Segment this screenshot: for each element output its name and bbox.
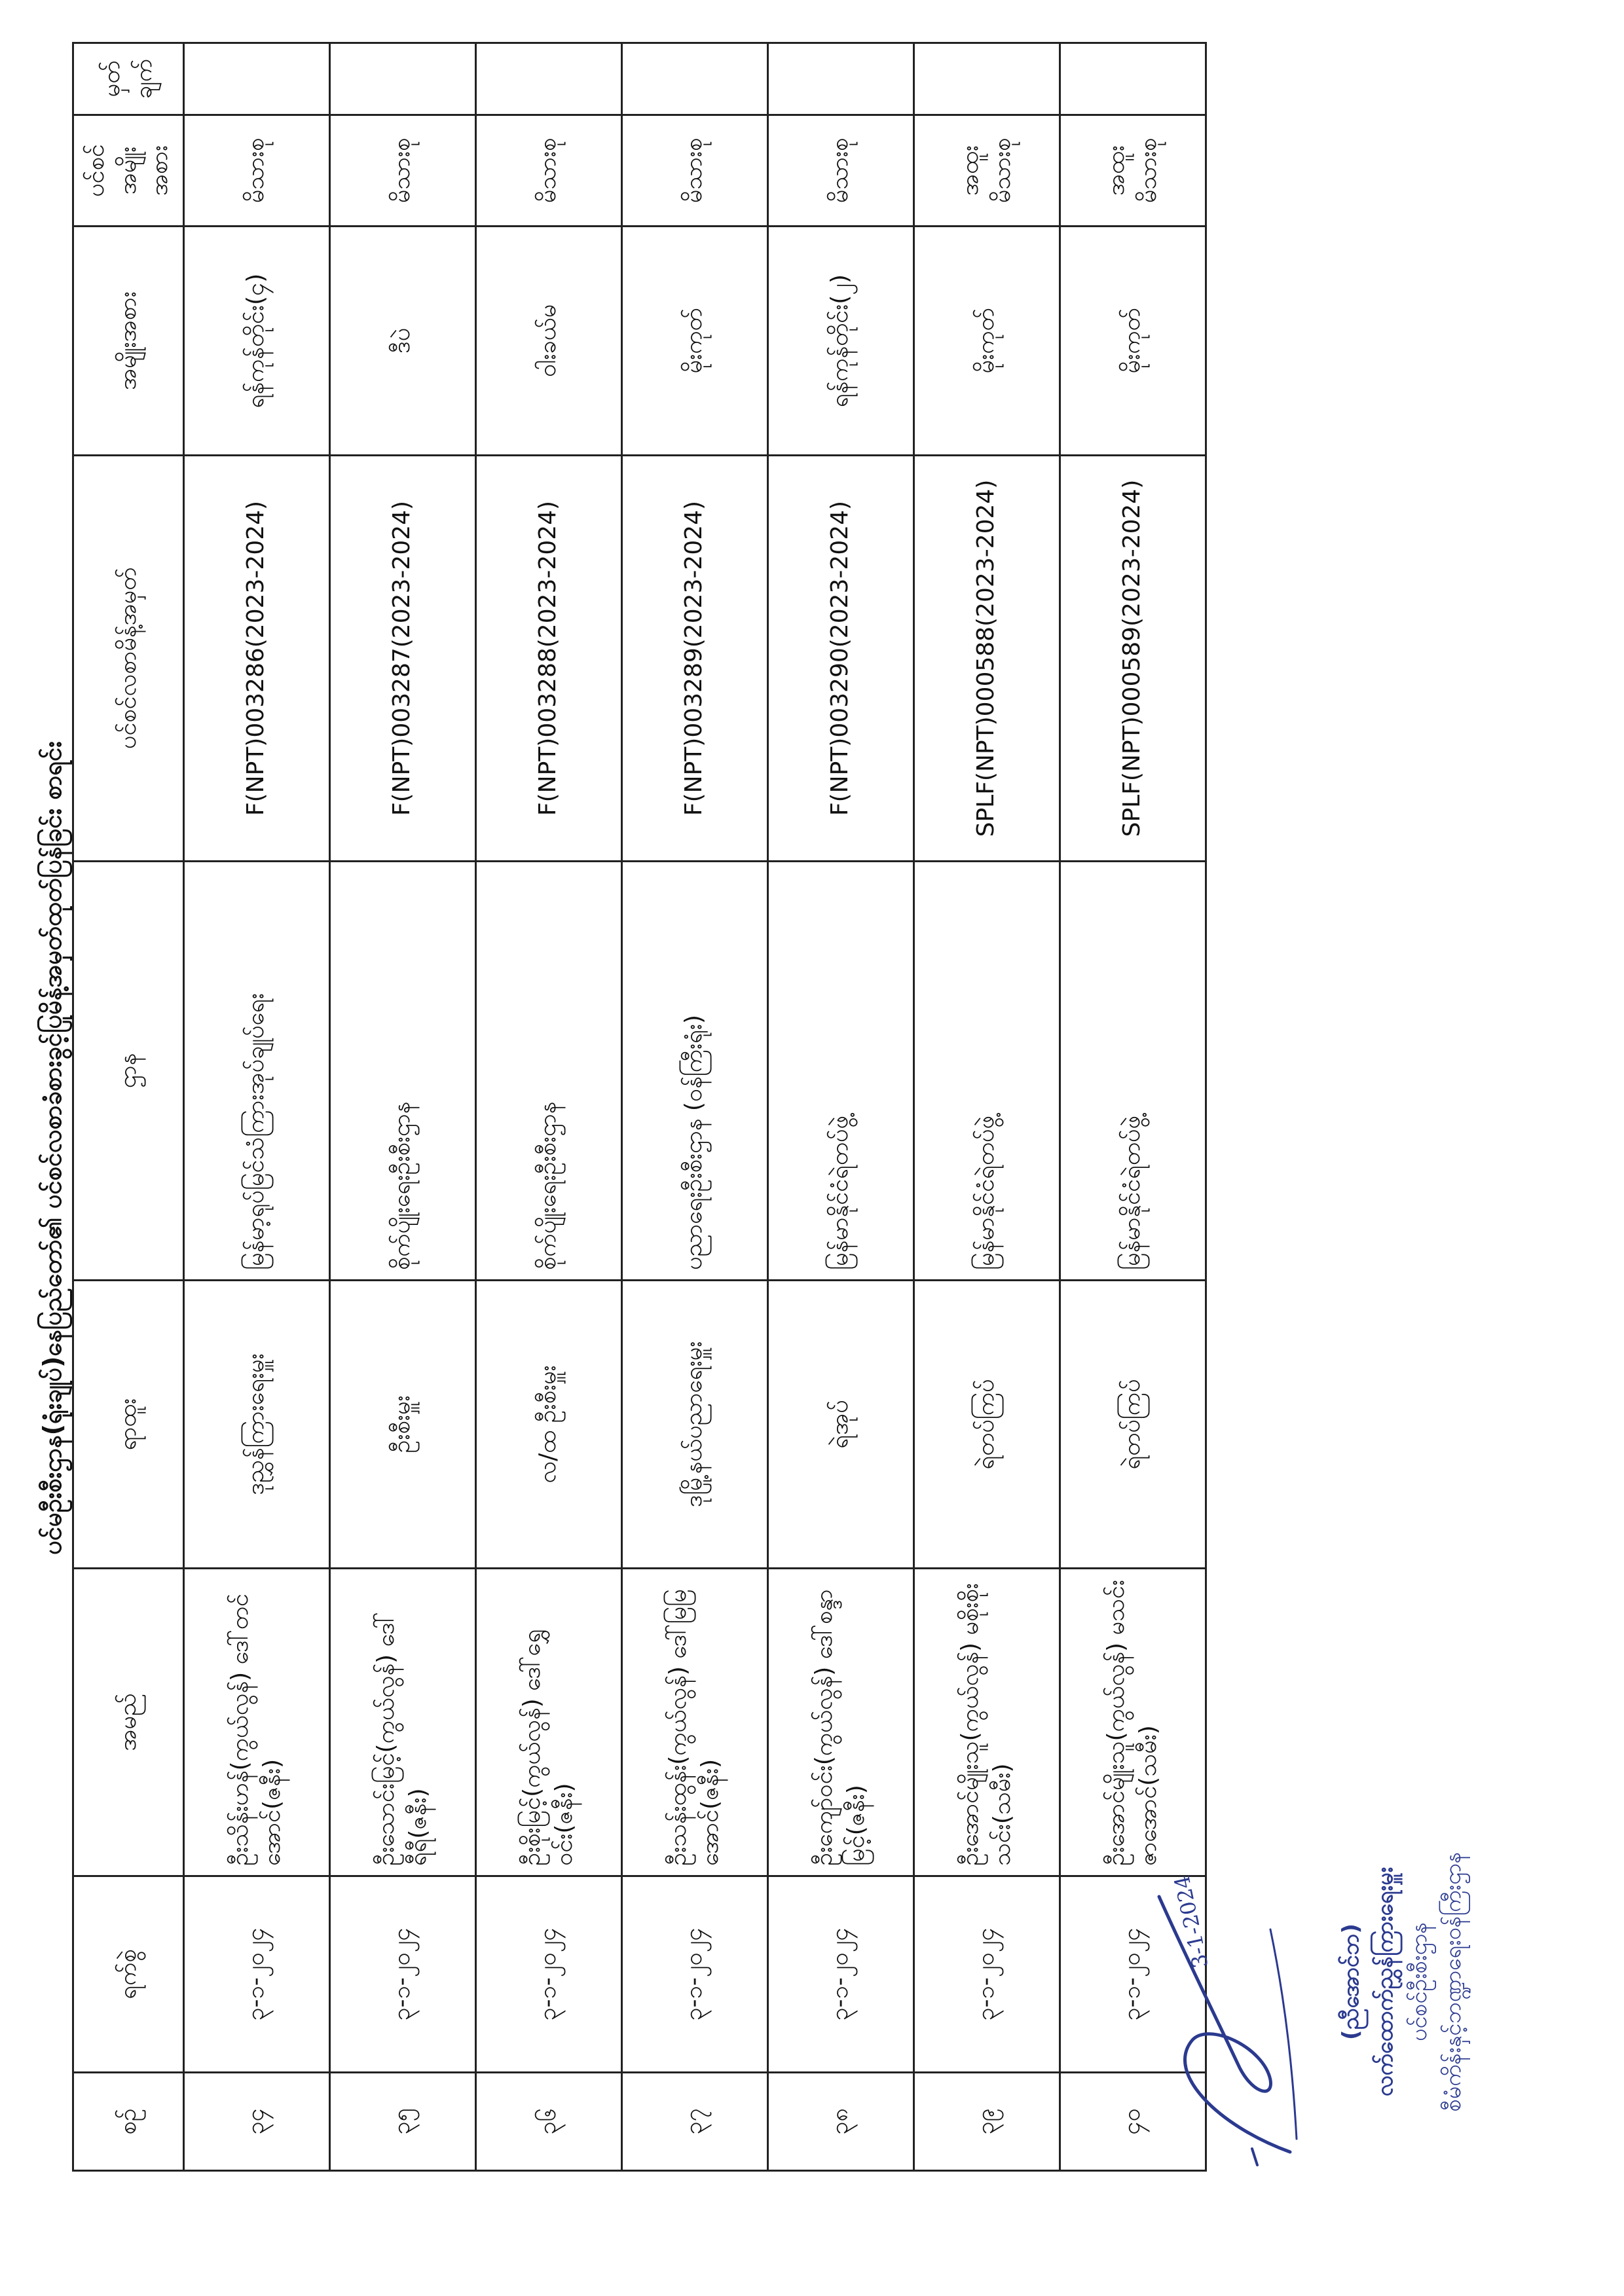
cell-remark: [1060, 43, 1206, 115]
table-row: [329, 43, 475, 2171]
cell-date: ၃-၁-၂၀၂၄: [621, 1876, 767, 2073]
stamp-line-department: ပင်စင်ဦးစီးဌာန: [1406, 1922, 1432, 2041]
header-name: အမည်: [73, 1569, 184, 1876]
cell-pension-no: SPLF(NPT)000588(2023-2024): [913, 456, 1060, 862]
pension-records-table: [72, 42, 1207, 2172]
header-remark: မှတ် ချက်: [73, 43, 184, 115]
cell-remark: [183, 43, 329, 115]
cell-type: မိုးကုတ်: [913, 227, 1060, 456]
cell-type: ဒီပဲ: [329, 227, 475, 456]
cell-name: ဦးသောင်းမြင့်(ကွယ်လွန်) ဒေါ်ရီရီ(ဇနီး): [329, 1569, 475, 1876]
table-row: [767, 43, 913, 2171]
cell-rank: ရဲတပ်ကြပ်: [913, 1281, 1060, 1569]
cell-name: ဦးအောင်မျိုးသူ(ကွယ်လွန်) မသင်းဇာအောင်(သမီး): [1060, 1569, 1206, 1876]
cell-remark: [621, 43, 767, 115]
cell-date: ၃-၁-၂၀၂၄: [475, 1876, 621, 2073]
cell-remark: [767, 43, 913, 115]
cell-pension-no: F(NPT)003286(2023-2024): [183, 456, 329, 862]
cell-rank: လ/ထ ဦးစီးမှူး: [475, 1281, 621, 1569]
cell-pension-no: F(NPT)003290(2023-2024): [767, 456, 913, 862]
cell-name: ဦးသိန်းဟန်(ကွယ်လွန်) ဒေါ်တင်အောင်(ဇနီး): [183, 1569, 329, 1876]
header-no: စဉ်: [73, 2073, 184, 2171]
cell-no: ၃၅: [329, 2073, 475, 2171]
cell-department: မြန်မာနိုင်ငံရဲတပ်ဖွဲ့: [913, 862, 1060, 1281]
header-department: ဌာန: [73, 862, 184, 1281]
cell-rank: ရဲအုပ်: [767, 1281, 913, 1569]
cell-pension-type: မိသားစု: [183, 115, 329, 227]
header-date: ရက်စွဲ: [73, 1876, 184, 2073]
cell-remark: [329, 43, 475, 115]
cell-pension-no: F(NPT)003287(2023-2024): [329, 456, 475, 862]
cell-department: မြန်မာ့ရုပ်မြင်သံကြားအုပ်ချုပ်ရေး: [183, 862, 329, 1281]
cell-pension-type: အထူး မိသားစု: [1060, 115, 1206, 227]
stamp-line-name: (ညီအောင်ဘ): [1338, 1923, 1364, 2040]
cell-date: ၃-၁-၂၀၂၄: [1060, 1876, 1206, 2073]
table-row: [913, 43, 1060, 2171]
header-pension-no: ပင်စင်လစာမိန့်အမှတ်: [73, 456, 184, 862]
cell-rank: ဒုမြို့နယ်ပညာရေးမှူး: [621, 1281, 767, 1569]
cell-name: ဦးကျော်ဝင်း(ကွယ်လွန်) ဒေါ်စန္ဒာမြင့်(ဇနီး): [767, 1569, 913, 1876]
signature-date: 3-1-2024: [1169, 1872, 1213, 1971]
cell-department: ပညာရေးဦးစီးဌာန (ဝန်ကြီးရုံး): [621, 862, 767, 1281]
cell-pension-no: F(NPT)003288(2023-2024): [475, 456, 621, 862]
table-row: [183, 43, 329, 2171]
cell-date: ၃-၁-၂၀၂၄: [913, 1876, 1060, 2073]
cell-department: စိုက်ပျိုးရေးဦးစီးဌာန: [329, 862, 475, 1281]
document-title: ပင်မဦးစီးဌာန(ရုံးချုပ်)နေပြည်တော်၏ ပင်စင်လစာခံစားခွင့်ပြုမိန့်အမှတ်ထုတ်ပြန်ခြင်း စာရင်း: [38, 741, 67, 1555]
cell-type: ရန်ကုန်တိုင်း(၄): [183, 227, 329, 456]
cell-pension-type: မိသားစု: [767, 115, 913, 227]
cell-pension-type: မိသားစု: [475, 115, 621, 227]
handwritten-signature: [1139, 1877, 1310, 2178]
cell-department: မြန်မာနိုင်ငံရဲတပ်ဖွဲ့: [767, 862, 913, 1281]
cell-type: မိုးကုတ်: [1060, 227, 1206, 456]
cell-pension-type: အထူး မိသားစု: [913, 115, 1060, 227]
signature-block: [1139, 1759, 1506, 2217]
cell-type: ရန်ကုန်တိုင်း(၂): [767, 227, 913, 456]
cell-no: ၃၉: [913, 2073, 1060, 2171]
header-rank: ရာထူး: [73, 1281, 184, 1569]
cell-date: ၃-၁-၂၀၂၄: [183, 1876, 329, 2073]
cell-rank: ဦးစီးမှူး: [329, 1281, 475, 1569]
cell-remark: [475, 43, 621, 115]
stamp-line-title: လက်ထောက်ညွှန်ကြားရေးမှူး: [1372, 1867, 1398, 2097]
cell-no: ၃၇: [621, 2073, 767, 2171]
cell-no: ၃၈: [767, 2073, 913, 2171]
cell-pension-no: SPLF(NPT)000589(2023-2024): [1060, 456, 1206, 862]
cell-no: ၄၀: [1060, 2073, 1206, 2171]
cell-no: ၃၄: [183, 2073, 329, 2171]
cell-no: ၃၆: [475, 2073, 621, 2171]
cell-department: မြန်မာနိုင်ငံရဲတပ်ဖွဲ့: [1060, 862, 1206, 1281]
table-row: [475, 43, 621, 2171]
cell-pension-no: F(NPT)003289(2023-2024): [621, 456, 767, 862]
cell-name: ဦးသန်းထွန်း(ကွယ်လွန်) ဒေါ်မြမြအောင်(ဇနီး): [621, 1569, 767, 1876]
cell-pension-type: မိသားစု: [329, 115, 475, 227]
cell-type: ဝါးခယ်မ: [475, 227, 621, 456]
cell-pension-type: မိသားစု: [621, 115, 767, 227]
cell-type: မိုးကုတ်: [621, 227, 767, 456]
cell-rank: ဒုညွှန်ကြားရေးမှူး: [183, 1281, 329, 1569]
cell-date: ၃-၁-၂၀၂၄: [767, 1876, 913, 2073]
header-pension-type: ပင်စင် အမျိုးအစား: [73, 115, 184, 227]
cell-name: ဦးအောင်မျိုးသူ(ကွယ်လွန်) မစိုးစိုးသင်း(သမီး): [913, 1569, 1060, 1876]
cell-rank: ရဲတပ်ကြပ်: [1060, 1281, 1206, 1569]
cell-name: ဦးစိုးမြင့်(ကွယ်လွန်) ဒေါ်ရွှေဝင်း(ဇနီး): [475, 1569, 621, 1876]
table-row: [621, 43, 767, 2171]
stamp-line-ministry: စီမံကိန်းနှင့်ဘဏ္ဍာရေးဝန်ကြီးဌာန: [1440, 1851, 1466, 2112]
cell-date: ၃-၁-၂၀၂၄: [329, 1876, 475, 2073]
header-type: အမျိုးအစား: [73, 227, 184, 456]
cell-remark: [913, 43, 1060, 115]
cell-department: စိုက်ပျိုးရေးဦးစီးဌာန: [475, 862, 621, 1281]
table-header-row: [73, 43, 184, 2171]
